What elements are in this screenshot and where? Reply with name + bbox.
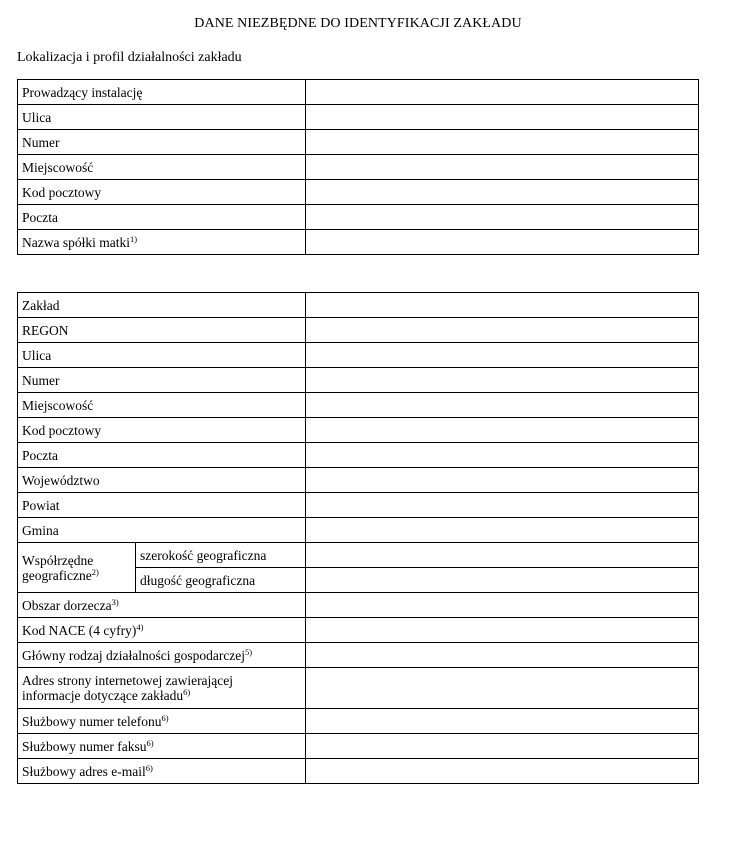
field-label: Prowadzący instalację — [22, 84, 143, 100]
field-label-cell — [18, 759, 306, 784]
field-label-cell — [18, 368, 306, 393]
field-label: Służbowy numer telefonu — [22, 713, 162, 729]
field-label-cell — [18, 493, 306, 518]
field-label-cell — [18, 293, 306, 318]
footnote-marker: 1) — [129, 233, 138, 244]
field-value-input[interactable] — [306, 709, 699, 734]
table-row — [18, 80, 699, 105]
field-label-cell — [18, 468, 306, 493]
field-label-cell — [18, 393, 306, 418]
field-label: Główny rodzaj działalności gospodarczej — [22, 647, 246, 663]
field-label: Miejscowość — [22, 397, 94, 413]
footnote-marker: 6) — [183, 687, 191, 697]
table-row — [18, 130, 699, 155]
field-label: Powiat — [22, 497, 60, 513]
field-value-input[interactable] — [306, 130, 699, 155]
field-label-cell — [18, 643, 306, 668]
field-label-cell — [18, 105, 306, 130]
field-label: Poczta — [22, 447, 58, 463]
field-label: Służbowy adres e-mail — [22, 763, 146, 779]
website-label-line2: informacje dotyczące zakładu — [22, 688, 184, 703]
field-value-input[interactable] — [306, 734, 699, 759]
coords-label-line2: geograficzne — [22, 567, 92, 583]
section-subtitle: Lokalizacja i profil działalności zakładu — [17, 50, 242, 65]
field-label: Kod pocztowy — [22, 422, 102, 438]
field-value-input[interactable] — [306, 293, 699, 318]
field-label: REGON — [22, 322, 69, 338]
field-label-cell — [18, 734, 306, 759]
footnote-marker: 6) — [161, 712, 169, 723]
field-value-input[interactable] — [306, 443, 699, 468]
longitude-label-cell — [136, 568, 306, 593]
table-row — [18, 618, 699, 643]
field-label: Nazwa spółki matki — [22, 234, 130, 250]
field-value-input[interactable] — [306, 155, 699, 180]
field-label-cell — [18, 518, 306, 543]
page-title: DANE NIEZBĘDNE DO IDENTYFIKACJI ZAKŁADU — [194, 16, 522, 31]
footnote-marker: 5) — [245, 646, 253, 657]
field-value-input[interactable] — [306, 105, 699, 130]
field-label-cell — [18, 230, 306, 255]
field-value-input[interactable] — [306, 759, 699, 784]
coords-row-latitude — [18, 543, 699, 568]
field-label: Obszar dorzecza — [22, 597, 112, 613]
table-row — [18, 230, 699, 255]
table-row — [18, 343, 699, 368]
field-label: Województwo — [22, 472, 100, 488]
field-value-input[interactable] — [306, 468, 699, 493]
field-label-cell — [18, 205, 306, 230]
coords-label-cell — [18, 543, 136, 593]
website-label-cell — [18, 668, 306, 709]
footnote-marker: 3) — [111, 596, 119, 607]
field-label-cell — [18, 618, 306, 643]
latitude-input[interactable] — [306, 543, 699, 568]
latitude-label-cell — [136, 543, 306, 568]
website-row — [18, 668, 699, 709]
field-label-cell — [18, 343, 306, 368]
table-row — [18, 643, 699, 668]
field-value-input[interactable] — [306, 230, 699, 255]
field-value-input[interactable] — [306, 368, 699, 393]
field-value-input[interactable] — [306, 593, 699, 618]
footnote-marker: 6) — [146, 737, 154, 748]
field-label: Zakład — [22, 297, 60, 313]
table-row — [18, 205, 699, 230]
field-value-input[interactable] — [306, 518, 699, 543]
field-label-cell — [18, 593, 306, 618]
table-row — [18, 709, 699, 734]
field-label-cell — [18, 180, 306, 205]
field-label: Miejscowość — [22, 159, 94, 175]
table-row — [18, 443, 699, 468]
footnote-marker: 4) — [136, 621, 144, 632]
field-label-cell — [18, 318, 306, 343]
field-value-input[interactable] — [306, 318, 699, 343]
table-row — [18, 393, 699, 418]
field-label-cell — [18, 443, 306, 468]
table-row — [18, 734, 699, 759]
field-label: Numer — [22, 134, 60, 150]
field-label: Gmina — [22, 522, 59, 538]
field-label: Służbowy numer faksu — [22, 738, 147, 754]
facility-table — [17, 292, 699, 784]
field-label-cell — [18, 418, 306, 443]
table-row — [18, 155, 699, 180]
website-input[interactable] — [306, 668, 699, 709]
field-label: Kod pocztowy — [22, 184, 102, 200]
table-row — [18, 318, 699, 343]
field-value-input[interactable] — [306, 618, 699, 643]
table-row — [18, 180, 699, 205]
table-row — [18, 593, 699, 618]
field-label-cell — [18, 80, 306, 105]
field-label: Ulica — [22, 109, 52, 125]
field-label-cell — [18, 155, 306, 180]
field-value-input[interactable] — [306, 343, 699, 368]
table-row — [18, 759, 699, 784]
table-row — [18, 418, 699, 443]
field-value-input[interactable] — [306, 418, 699, 443]
field-label: Numer — [22, 372, 60, 388]
footnote-marker: 6) — [145, 762, 153, 773]
table-row — [18, 518, 699, 543]
table-row — [18, 293, 699, 318]
field-label: Kod NACE (4 cyfry) — [22, 622, 137, 638]
field-label: Poczta — [22, 209, 58, 225]
operator-table — [17, 79, 699, 255]
table-row — [18, 468, 699, 493]
table-row — [18, 105, 699, 130]
field-value-input[interactable] — [306, 643, 699, 668]
latitude-label: szerokość geograficzna — [140, 547, 267, 563]
field-label-cell — [18, 709, 306, 734]
website-label-line1: Adres strony internetowej zawierającej — [22, 673, 234, 688]
longitude-label: długość geograficzna — [140, 572, 256, 588]
field-label-cell — [18, 130, 306, 155]
longitude-input[interactable] — [306, 568, 699, 593]
field-value-input[interactable] — [306, 393, 699, 418]
table-row — [18, 368, 699, 393]
field-label: Ulica — [22, 347, 52, 363]
coords-label-line1: Współrzędne — [22, 552, 94, 568]
field-value-input[interactable] — [306, 205, 699, 230]
field-value-input[interactable] — [306, 493, 699, 518]
table-row — [18, 493, 699, 518]
field-value-input[interactable] — [306, 180, 699, 205]
field-value-input[interactable] — [306, 80, 699, 105]
footnote-marker: 2) — [91, 566, 99, 577]
